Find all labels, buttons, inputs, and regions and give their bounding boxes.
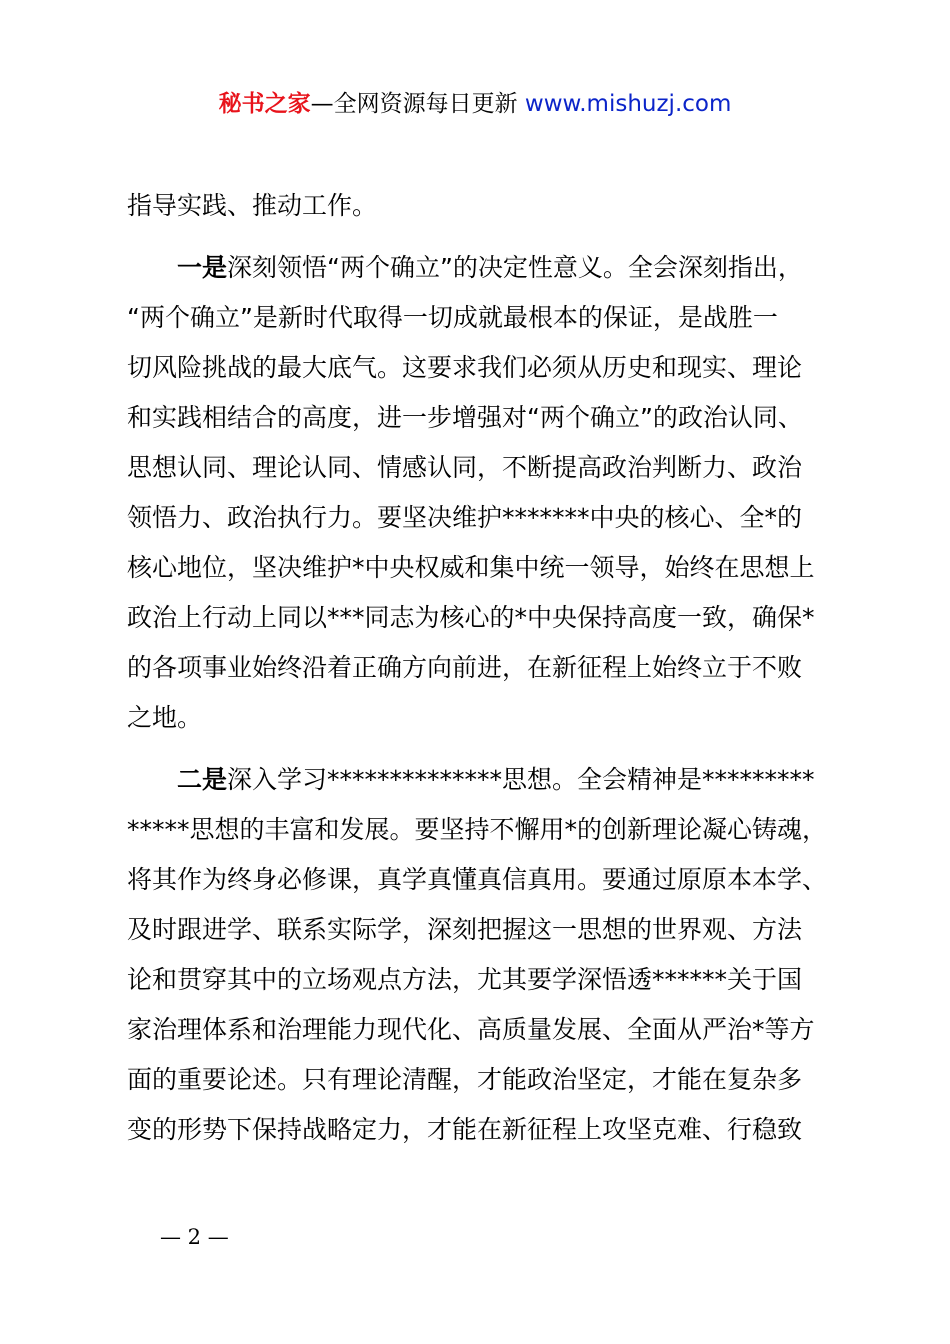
text-line: 面的重要论述。只有理论清醒，才能政治坚定，才能在复杂多 xyxy=(127,1065,803,1094)
site-header xyxy=(0,88,950,120)
page-number: — 2 — xyxy=(160,1225,229,1249)
site-tagline: —全网资源每日更新 xyxy=(310,91,525,117)
text-line: 核心地位，坚决维护*中央权威和集中统一领导，始终在思想上 xyxy=(127,553,815,582)
paragraph-lead: 一是 xyxy=(177,253,228,282)
text-line: 及时跟进学、联系实际学，深刻把握这一思想的世界观、方法 xyxy=(127,915,803,944)
text-line: 的各项事业始终沿着正确方向前进，在新征程上始终立于不败 xyxy=(127,653,803,682)
text-line: 之地。 xyxy=(127,703,203,732)
text-line: 政治上行动上同以***同志为核心的*中央保持高度一致，确保* xyxy=(127,603,815,632)
text-line: *****思想的丰富和发展。要坚持不懈用*的创新理论凝心铸魂， xyxy=(127,815,828,844)
paragraph-gap xyxy=(127,233,839,245)
site-url-link[interactable]: www.mishuzj.com xyxy=(524,91,732,117)
text-line: 切风险挑战的最大底气。这要求我们必须从历史和现实、理论 xyxy=(127,353,803,382)
text-segment: 深入学习**************思想。全会精神是********* xyxy=(227,765,815,794)
paragraph-gap xyxy=(127,745,839,757)
text-line: “两个确立”是新时代取得一切成就最根本的保证，是战胜一 xyxy=(127,303,778,332)
text-line: 论和贯穿其中的立场观点方法，尤其要学深悟透******关于国 xyxy=(127,965,803,994)
text-line: 指导实践、推动工作。 xyxy=(127,191,378,220)
text-line: 和实践相结合的高度，进一步增强对“两个确立”的政治认同、 xyxy=(127,403,803,432)
text-line: 将其作为终身必修课，真学真懂真信真用。要通过原原本本学、 xyxy=(127,865,828,894)
paragraph-two-first-line xyxy=(127,757,839,807)
site-brand: 秘书之家 xyxy=(218,91,311,117)
text-segment: 深刻领悟“两个确立”的决定性意义。全会深刻指出， xyxy=(227,253,803,282)
paragraph-lead: 二是 xyxy=(177,765,228,794)
document-body xyxy=(127,183,839,1157)
text-line: 思想认同、理论认同、情感认同，不断提高政治判断力、政治 xyxy=(127,453,803,482)
text-line: 领悟力、政治执行力。要坚决维护*******中央的核心、全*的 xyxy=(127,503,803,532)
text-line: 家治理体系和治理能力现代化、高质量发展、全面从严治*等方 xyxy=(127,1015,815,1044)
text-line: 变的形势下保持战略定力，才能在新征程上攻坚克难、行稳致 xyxy=(127,1115,803,1144)
paragraph-one-first-line xyxy=(127,245,839,295)
